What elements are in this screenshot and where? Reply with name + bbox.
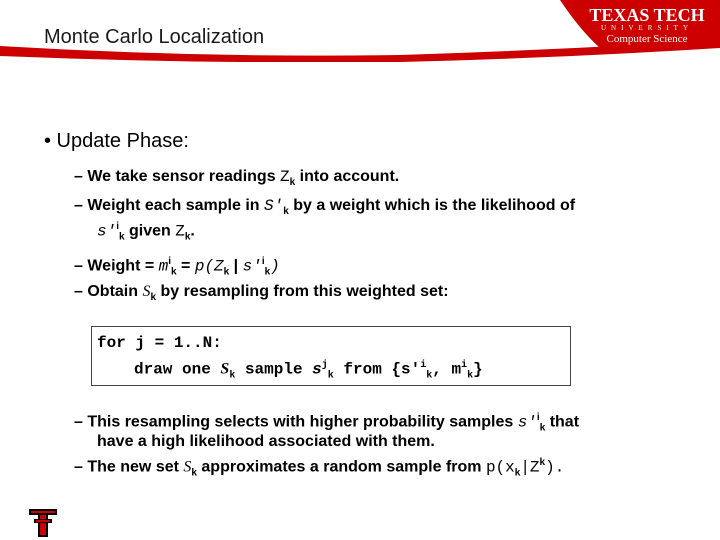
dash: – <box>74 168 83 185</box>
subscript-k: k <box>289 177 296 189</box>
code-line-1: for j = 1..N: <box>97 334 222 352</box>
subscript-k: k <box>150 292 157 304</box>
superscript-j: j <box>321 360 328 371</box>
symbol-p: p(x <box>485 458 515 477</box>
logo-dept-text: Computer Science <box>606 33 688 45</box>
logo-university-text: UNIVERSITY <box>601 24 693 32</box>
text: Weight = <box>87 257 155 275</box>
double-t-logo-icon <box>28 508 58 538</box>
subscript-k: k <box>229 370 236 382</box>
code-text: } <box>473 360 483 379</box>
subscript-k: k <box>184 231 191 243</box>
symbol-bar-z: |Z <box>520 458 540 477</box>
text: The new set <box>87 458 179 476</box>
subscript-k: k <box>426 370 433 382</box>
superscript-i: i <box>168 256 172 267</box>
line-8 <box>74 457 564 479</box>
dash: – <box>74 283 83 300</box>
subscript-k: k <box>539 422 546 434</box>
text: Obtain <box>87 283 139 300</box>
symbol-paren: ) <box>270 257 280 276</box>
subscript-k: k <box>171 266 177 278</box>
code-text: draw one <box>134 360 211 379</box>
dash: – <box>74 197 83 214</box>
code-text: sample <box>244 360 303 379</box>
code-text: , m <box>432 360 462 379</box>
text: by resampling from this weighted set: <box>160 283 449 300</box>
symbol-m: m <box>158 257 169 276</box>
logo-main-text: TEXAS TECH <box>589 5 705 25</box>
line-6 <box>74 412 579 434</box>
text: by a weight which is the likelihood of <box>293 197 576 214</box>
symbol-s: S <box>183 458 192 476</box>
code-line-2 <box>134 360 483 382</box>
symbol-s: s <box>312 360 322 379</box>
subscript-k: k <box>467 370 474 382</box>
subscript-k: k <box>327 370 334 382</box>
subscript-k: k <box>223 266 230 278</box>
symbol-s-prime: s' <box>97 222 117 241</box>
superscript-k: k <box>539 457 546 468</box>
superscript-i: i <box>536 412 540 423</box>
dash: – <box>74 458 83 476</box>
symbol-s: S <box>142 283 151 300</box>
subscript-k: k <box>283 206 289 218</box>
text: . <box>190 222 195 240</box>
symbol-z: Z <box>280 168 290 186</box>
dash: – <box>74 413 83 431</box>
symbol-close: ). <box>545 458 565 477</box>
symbol-p: p(Z <box>194 257 224 276</box>
line-3 <box>97 221 195 243</box>
line-4 <box>74 256 280 278</box>
symbol-s-prime: s' <box>517 413 537 432</box>
code-box <box>91 326 571 386</box>
page-title: Monte Carlo Localization <box>44 26 265 48</box>
superscript-i: i <box>420 360 427 371</box>
text: that <box>549 413 580 431</box>
line-5 <box>74 283 449 303</box>
subscript-k: k <box>191 467 197 479</box>
text: given <box>129 222 171 240</box>
dash: – <box>74 257 83 275</box>
line-7: have a high likelihood associated with them. <box>97 433 435 450</box>
code-text: from {s' <box>343 360 421 379</box>
text: | <box>233 257 239 275</box>
line-2 <box>74 197 575 217</box>
symbol-z: Z <box>175 222 185 241</box>
text: approximates a random sample from <box>201 458 482 476</box>
superscript-i: i <box>461 360 468 371</box>
superscript-i: i <box>116 221 119 232</box>
subscript-k: k <box>118 231 125 243</box>
bullet-update-phase: • Update Phase: <box>44 130 189 152</box>
symbol-s-prime: S' <box>264 197 284 215</box>
text: into account. <box>299 168 400 185</box>
text: = <box>181 257 191 275</box>
text: We take sensor readings <box>87 168 276 185</box>
symbol-s-prime: s' <box>242 257 262 276</box>
text: This resampling selects with higher probability samples <box>87 413 514 431</box>
subscript-k: k <box>264 266 271 278</box>
subscript-k: k <box>514 467 521 479</box>
text: Weight each sample in <box>87 197 260 214</box>
superscript-i: i <box>261 256 265 267</box>
line-1 <box>74 168 399 188</box>
symbol-s: S <box>220 360 230 378</box>
